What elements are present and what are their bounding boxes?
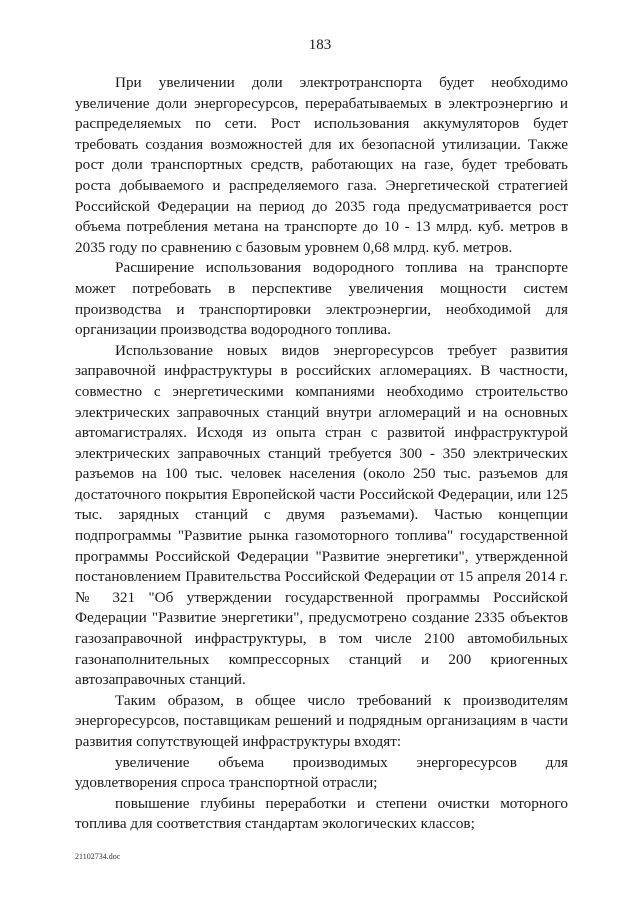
paragraph: При увеличении доли электротранспорта будет необходимо увеличение доли энергоресурсов, перерабатываемых в электроэнергию и распределяемых по сети. Рост использования аккумуляторов будет требовать создания возможностей для их безопасной утилизации. Также рост доли транспортных средств, работающих на газе, будет требовать роста добываемого и распределяемого газа. Энергетической стратегией Российской Федерации на период до 2035 года предусматривается рост объема потребления метана на транспорте до 10 - 13 млрд. куб. метров в 2035 году по сравнению с базовым уровнем 0,68 млрд. куб. метров. xyxy=(75,74,568,256)
list-item: увеличение объема производимых энергоресурсов для удовлетворения спроса транспортной отрасли; xyxy=(75,753,568,792)
document-filename: 21102734.doc xyxy=(75,852,121,861)
page-number: 183 xyxy=(308,37,332,53)
paragraph: Расширение использования водородного топлива на транспорте может потребовать в перспективе увеличения мощности систем производства и транспортировки электроэнергии, необходимой для организации производства водородного топлива. xyxy=(75,259,568,339)
document-body xyxy=(75,73,568,835)
list-item: повышение глубины переработки и степени очистки моторного топлива для соответствия стандартам экологических классов; xyxy=(75,794,568,833)
paragraph: Таким образом, в общее число требований к производителям энергоресурсов, поставщикам решений и подрядным организациям в части развития сопутствующей инфраструктуры входят: xyxy=(75,691,568,750)
paragraph: Использование новых видов энергоресурсов требует развития заправочной инфраструктуры в российских агломерациях. В частности, совместно с энергетическими компаниями необходимо строительство электрических заправочных станций внутри агломераций и на основных автомагистралях. Исходя из опыта стран с развитой инфраструктурой электрических заправочных станций требуется 300 - 350 электрических разъемов на 100 тыс. человек населения (около 250 тыс. разъемов для достаточного покрытия Европейской части Российской Федерации, или 125 тыс. зарядных станций с двумя разъемами). Частью концепции подпрограммы "Развитие рынка газомоторного топлива" государственной программы Российской Федерации "Развитие энергетики", утвержденной постановлением Правительства Российской Федерации от 15 апреля 2014 г. № 321 "Об утверждении государственной программы Российской Федерации "Развитие энергетики", предусмотрено создание 2335 объектов газозаправочной инфраструктуры, в том числе 2100 автомобильных газонаполнительных компрессорных станций и 200 криогенных автозаправочных станций. xyxy=(75,341,568,689)
